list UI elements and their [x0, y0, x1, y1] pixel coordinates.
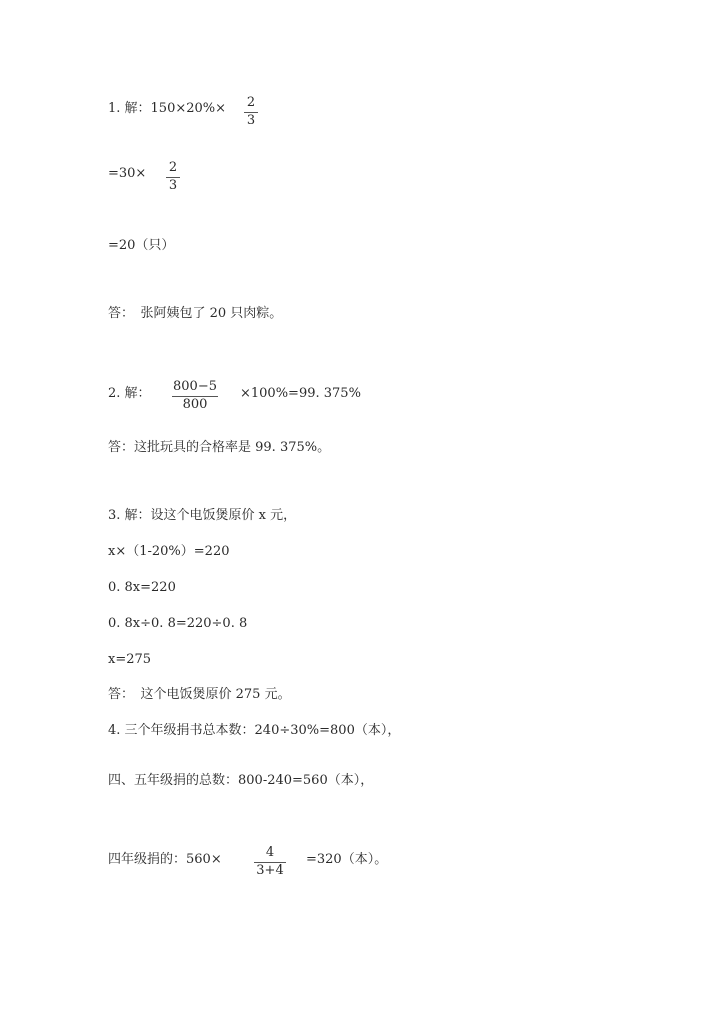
q1-fraction-1 [244, 96, 258, 128]
q3-line-4: 0. 8x÷0. 8=220÷0. 8 [108, 616, 248, 631]
q1-fraction-1-numerator: 2 [246, 95, 256, 110]
q3-line-5: x=275 [108, 652, 152, 667]
q1-line-2-text: =30× [108, 166, 147, 181]
q3-line-3: 0. 8x=220 [108, 580, 176, 595]
q4-fraction-numerator: 4 [265, 845, 275, 860]
q2-answer: 答：这批玩具的合格率是 99. 375%。 [108, 440, 331, 455]
q3-line-1: 3. 解：设这个电饭煲原价 x 元， [108, 508, 297, 523]
q1-line-1-text: 1. 解：150×20%× [108, 101, 227, 116]
q4-fraction [254, 846, 286, 878]
q4-line-3-rest: =320（本）。 [306, 852, 388, 867]
q2-fraction [172, 380, 218, 412]
q4-line-1: 4. 三个年级捐书总本数：240÷30%=800（本）， [108, 723, 401, 738]
q4-line-2: 四、五年级捐的总数：800-240=560（本）， [108, 773, 374, 788]
q1-fraction-2 [166, 161, 180, 193]
q2-line-1-label: 2. 解： [108, 386, 151, 401]
q2-line-1-rest: ×100%=99. 375% [240, 386, 361, 401]
q1-fraction-1-denominator: 3 [246, 113, 256, 128]
q1-answer: 答： 张阿姨包了 20 只肉粽。 [108, 306, 283, 321]
q2-fraction-numerator: 800−5 [173, 379, 217, 394]
q3-answer: 答： 这个电饭煲原价 275 元。 [108, 687, 291, 702]
q1-line-3: =20（只） [108, 238, 175, 253]
q2-fraction-denominator: 800 [182, 397, 208, 412]
q4-fraction-denominator: 3+4 [256, 863, 284, 878]
q4-line-3-label: 四年级捐的：560× [108, 852, 222, 867]
q1-fraction-2-denominator: 3 [168, 178, 178, 193]
q1-fraction-2-numerator: 2 [168, 160, 178, 175]
q3-line-2: x×（1-20%）=220 [108, 544, 230, 559]
